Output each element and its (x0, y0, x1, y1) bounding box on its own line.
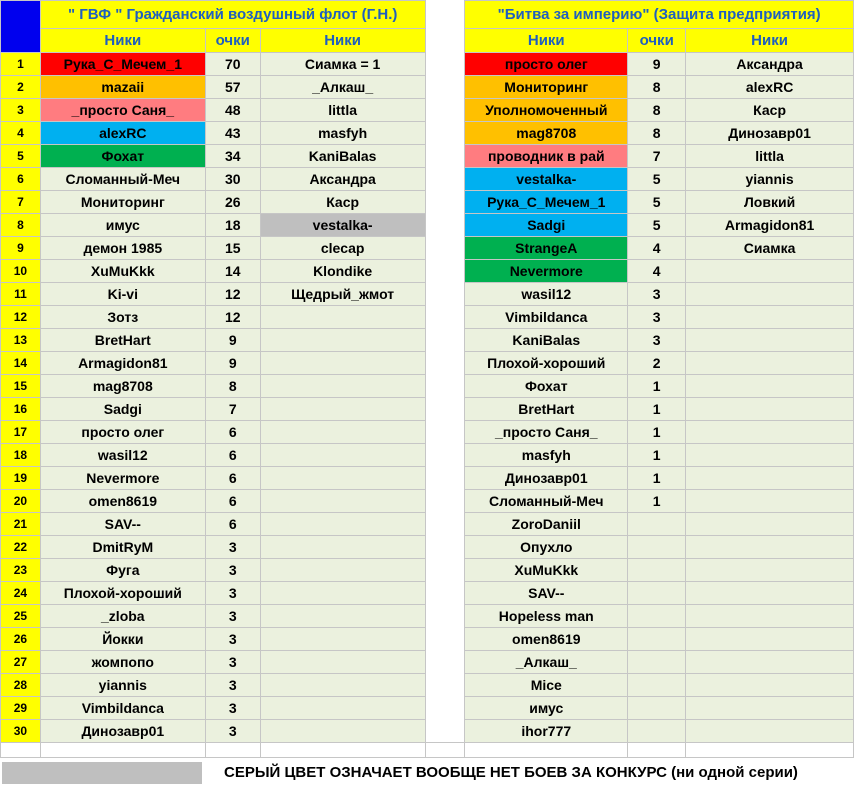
right-nick-cell[interactable]: Vimbildanca (465, 306, 628, 329)
left-points-cell[interactable]: 3 (205, 582, 260, 605)
left-nick-cell[interactable]: Фуга (40, 559, 205, 582)
left-nick2-cell[interactable] (260, 421, 425, 444)
gap-cell (425, 260, 465, 283)
right-nick2-cell[interactable] (686, 651, 854, 674)
left-points-cell[interactable]: 3 (205, 605, 260, 628)
gap-cell (425, 697, 465, 720)
right-nick2-cell[interactable]: Сиамка (686, 237, 854, 260)
right-points-cell[interactable] (628, 605, 686, 628)
table-row (1, 697, 854, 720)
right-nick2-cell[interactable] (686, 375, 854, 398)
table-row (1, 490, 854, 513)
table-row (1, 122, 854, 145)
left-nick-cell[interactable]: wasil12 (40, 444, 205, 467)
right-nick-cell[interactable]: Mice (465, 674, 628, 697)
left-nick2-cell[interactable]: Щедрый_жмот (260, 283, 425, 306)
left-nick-cell[interactable]: SAV-- (40, 513, 205, 536)
right-points-cell[interactable]: 8 (628, 76, 686, 99)
gap-cell (425, 582, 465, 605)
table-row (1, 352, 854, 375)
empty-cell[interactable] (686, 743, 854, 758)
table-row (1, 398, 854, 421)
left-points-cell[interactable]: 3 (205, 697, 260, 720)
left-nick2-cell[interactable] (260, 559, 425, 582)
row-number-cell[interactable]: 22 (1, 536, 41, 559)
gap-cell (425, 651, 465, 674)
left-nick2-cell[interactable] (260, 582, 425, 605)
table-row (1, 720, 854, 743)
left-points-cell[interactable]: 70 (205, 53, 260, 76)
left-points-cell[interactable]: 57 (205, 76, 260, 99)
left-nick-cell[interactable]: демон 1985 (40, 237, 205, 260)
right-points-cell[interactable] (628, 536, 686, 559)
gap-cell (425, 490, 465, 513)
left-nick2-cell[interactable] (260, 352, 425, 375)
gap-cell (425, 237, 465, 260)
left-nick-cell[interactable]: Плохой-хороший (40, 582, 205, 605)
left-nick-cell[interactable]: имус (40, 214, 205, 237)
right-header-nick[interactable]: Ники (465, 29, 628, 53)
left-points-cell[interactable]: 15 (205, 237, 260, 260)
table-row (1, 375, 854, 398)
left-points-cell[interactable]: 43 (205, 122, 260, 145)
gray-legend-swatch (2, 762, 202, 784)
right-nick-cell[interactable]: vestalka- (465, 168, 628, 191)
right-nick2-cell[interactable]: Динозавр01 (686, 122, 854, 145)
left-nick2-cell[interactable]: masfyh (260, 122, 425, 145)
left-nick-cell[interactable]: ХuMuKkk (40, 260, 205, 283)
left-points-cell[interactable]: 26 (205, 191, 260, 214)
table-row (1, 467, 854, 490)
table-row (1, 674, 854, 697)
right-nick-cell[interactable]: Sadgi (465, 214, 628, 237)
gap-cell (425, 122, 465, 145)
right-points-cell[interactable] (628, 651, 686, 674)
right-nick-cell[interactable]: Динозавр01 (465, 467, 628, 490)
right-nick2-cell[interactable] (686, 582, 854, 605)
right-nick-cell[interactable]: wasil12 (465, 283, 628, 306)
row-number-cell[interactable]: 21 (1, 513, 41, 536)
left-nick-cell[interactable]: _zloba (40, 605, 205, 628)
gap-cell (425, 283, 465, 306)
left-nick2-cell[interactable]: Каср (260, 191, 425, 214)
right-nick-cell[interactable]: Мониторинг (465, 76, 628, 99)
right-nick2-cell[interactable] (686, 628, 854, 651)
left-points-cell[interactable]: 12 (205, 283, 260, 306)
gap-cell (425, 99, 465, 122)
left-nick2-cell[interactable] (260, 306, 425, 329)
row-number-cell[interactable]: 9 (1, 237, 41, 260)
blank-row (1, 743, 854, 758)
left-points-cell[interactable]: 9 (205, 329, 260, 352)
left-nick-cell[interactable]: Vimbildanca (40, 697, 205, 720)
table-row (1, 145, 854, 168)
row-number-cell[interactable]: 4 (1, 122, 41, 145)
right-points-cell[interactable] (628, 582, 686, 605)
left-points-cell[interactable]: 6 (205, 467, 260, 490)
empty-cell[interactable] (40, 743, 205, 758)
row-number-cell[interactable]: 12 (1, 306, 41, 329)
left-nick-cell[interactable]: Мониторинг (40, 191, 205, 214)
row-number-cell[interactable]: 17 (1, 421, 41, 444)
right-nick-cell[interactable]: ihor777 (465, 720, 628, 743)
row-number-cell[interactable]: 16 (1, 398, 41, 421)
right-nick2-cell[interactable] (686, 467, 854, 490)
left-points-cell[interactable]: 3 (205, 720, 260, 743)
gap-cell (425, 467, 465, 490)
gap-cell (425, 53, 465, 76)
right-nick-cell[interactable]: Опухло (465, 536, 628, 559)
table-row (1, 76, 854, 99)
row-number-cell[interactable]: 25 (1, 605, 41, 628)
gap-cell (425, 421, 465, 444)
table-row (1, 421, 854, 444)
right-nick-cell[interactable]: _Алкаш_ (465, 651, 628, 674)
right-nick-cell[interactable]: omen8619 (465, 628, 628, 651)
row-number-cell[interactable]: 28 (1, 674, 41, 697)
empty-cell[interactable] (465, 743, 628, 758)
left-nick2-cell[interactable]: _Алкаш_ (260, 76, 425, 99)
right-table-title[interactable]: "Битва за империю" (Защита предприятия) (465, 1, 854, 29)
left-nick2-cell[interactable] (260, 605, 425, 628)
right-points-cell[interactable]: 5 (628, 191, 686, 214)
table-row (1, 444, 854, 467)
left-nick-cell[interactable]: yiannis (40, 674, 205, 697)
left-nick-cell[interactable]: alexRC (40, 122, 205, 145)
left-points-cell[interactable]: 6 (205, 421, 260, 444)
row-number-cell[interactable]: 7 (1, 191, 41, 214)
gap-cell (425, 513, 465, 536)
right-points-cell[interactable] (628, 697, 686, 720)
right-nick2-cell[interactable] (686, 329, 854, 352)
row-number-cell[interactable]: 18 (1, 444, 41, 467)
right-nick2-cell[interactable] (686, 513, 854, 536)
left-points-cell[interactable]: 18 (205, 214, 260, 237)
empty-cell[interactable] (628, 743, 686, 758)
left-points-cell[interactable]: 34 (205, 145, 260, 168)
gap-cell (425, 329, 465, 352)
left-nick2-cell[interactable] (260, 398, 425, 421)
right-nick2-cell[interactable] (686, 421, 854, 444)
left-points-cell[interactable]: 7 (205, 398, 260, 421)
left-points-cell[interactable]: 3 (205, 628, 260, 651)
gap-cell (425, 352, 465, 375)
left-nick-cell[interactable]: DmitRyM (40, 536, 205, 559)
right-nick-cell[interactable]: mag8708 (465, 122, 628, 145)
left-nick-cell[interactable]: _просто Саня_ (40, 99, 205, 122)
table-row (1, 53, 854, 76)
table-row (1, 651, 854, 674)
gap-cell (425, 168, 465, 191)
left-nick2-cell[interactable] (260, 467, 425, 490)
left-points-cell[interactable]: 14 (205, 260, 260, 283)
left-points-cell[interactable]: 6 (205, 513, 260, 536)
right-nick-cell[interactable]: masfyh (465, 444, 628, 467)
right-nick2-cell[interactable] (686, 398, 854, 421)
right-nick2-cell[interactable]: yiannis (686, 168, 854, 191)
gap-cell (425, 1, 465, 29)
right-points-cell[interactable] (628, 513, 686, 536)
table-row (1, 605, 854, 628)
left-nick2-cell[interactable] (260, 628, 425, 651)
row-number-cell[interactable]: 30 (1, 720, 41, 743)
right-nick-cell[interactable]: Уполномоченный (465, 99, 628, 122)
row-number-cell[interactable]: 13 (1, 329, 41, 352)
right-points-cell[interactable]: 8 (628, 122, 686, 145)
left-nick-cell[interactable]: mag8708 (40, 375, 205, 398)
row-number-cell[interactable]: 29 (1, 697, 41, 720)
right-points-cell[interactable]: 5 (628, 168, 686, 191)
row-number-cell[interactable]: 20 (1, 490, 41, 513)
right-nick2-cell[interactable] (686, 260, 854, 283)
row-number-cell[interactable]: 15 (1, 375, 41, 398)
right-nick-cell[interactable]: Сломанный-Меч (465, 490, 628, 513)
left-nick-cell[interactable]: Фохат (40, 145, 205, 168)
left-points-cell[interactable]: 12 (205, 306, 260, 329)
right-nick-cell[interactable]: _просто Саня_ (465, 421, 628, 444)
right-nick2-cell[interactable]: Ловкий (686, 191, 854, 214)
left-points-cell[interactable]: 48 (205, 99, 260, 122)
table-row (1, 283, 854, 306)
left-points-cell[interactable]: 3 (205, 536, 260, 559)
row-number-cell[interactable]: 11 (1, 283, 41, 306)
row-number-cell[interactable]: 26 (1, 628, 41, 651)
right-nick2-cell[interactable]: Armagidon81 (686, 214, 854, 237)
empty-cell[interactable] (1, 743, 41, 758)
table-row (1, 99, 854, 122)
right-points-cell[interactable]: 1 (628, 467, 686, 490)
right-nick2-cell[interactable] (686, 674, 854, 697)
row-number-cell[interactable]: 27 (1, 651, 41, 674)
right-points-cell[interactable]: 7 (628, 145, 686, 168)
right-nick-cell[interactable]: StrangeA (465, 237, 628, 260)
gap-cell (425, 76, 465, 99)
right-nick-cell[interactable]: SAV-- (465, 582, 628, 605)
gap-cell (425, 191, 465, 214)
gap-cell (425, 306, 465, 329)
table-row (1, 260, 854, 283)
left-nick2-cell[interactable] (260, 674, 425, 697)
gap-cell (425, 674, 465, 697)
right-nick2-cell[interactable] (686, 283, 854, 306)
right-points-cell[interactable]: 2 (628, 352, 686, 375)
left-nick-cell[interactable]: Динозавр01 (40, 720, 205, 743)
row-number-cell[interactable]: 19 (1, 467, 41, 490)
left-nick2-cell[interactable] (260, 329, 425, 352)
gap-cell (425, 559, 465, 582)
left-nick-cell[interactable]: Йокки (40, 628, 205, 651)
right-nick-cell[interactable]: проводник в рай (465, 145, 628, 168)
right-points-cell[interactable]: 3 (628, 283, 686, 306)
right-points-cell[interactable] (628, 559, 686, 582)
right-points-cell[interactable]: 1 (628, 398, 686, 421)
right-nick-cell[interactable]: просто олег (465, 53, 628, 76)
left-nick2-cell[interactable] (260, 651, 425, 674)
left-nick2-cell[interactable] (260, 375, 425, 398)
right-nick-cell[interactable]: Плохой-хороший (465, 352, 628, 375)
right-nick2-cell[interactable]: alexRC (686, 76, 854, 99)
left-header-nick2[interactable]: Ники (260, 29, 425, 53)
left-nick-cell[interactable]: жомпопо (40, 651, 205, 674)
left-header-nick[interactable]: Ники (40, 29, 205, 53)
gap-cell (425, 375, 465, 398)
left-nick-cell[interactable]: mazaii (40, 76, 205, 99)
empty-cell[interactable] (260, 743, 425, 758)
right-nick2-cell[interactable] (686, 605, 854, 628)
left-points-cell[interactable]: 6 (205, 444, 260, 467)
table-row (1, 513, 854, 536)
left-nick2-cell[interactable]: littla (260, 99, 425, 122)
right-nick2-cell[interactable] (686, 720, 854, 743)
right-nick2-cell[interactable] (686, 559, 854, 582)
right-nick2-cell[interactable] (686, 490, 854, 513)
right-nick2-cell[interactable] (686, 697, 854, 720)
row-number-cell[interactable]: 10 (1, 260, 41, 283)
right-nick-cell[interactable]: Рука_С_Мечем_1 (465, 191, 628, 214)
left-table-title[interactable]: " ГВФ " Гражданский воздушный флот (Г.Н.) (40, 1, 425, 29)
right-points-cell[interactable]: 1 (628, 375, 686, 398)
right-nick2-cell[interactable]: Каср (686, 99, 854, 122)
right-points-cell[interactable]: 4 (628, 237, 686, 260)
left-nick2-cell[interactable]: KaniBalas (260, 145, 425, 168)
table-row (1, 306, 854, 329)
left-nick2-cell[interactable] (260, 536, 425, 559)
left-points-cell[interactable]: 8 (205, 375, 260, 398)
right-nick-cell[interactable]: BretHart (465, 398, 628, 421)
gap-cell (425, 29, 465, 53)
gap-cell (425, 536, 465, 559)
right-points-cell[interactable]: 3 (628, 306, 686, 329)
gap-cell (425, 720, 465, 743)
row-number-cell[interactable]: 5 (1, 145, 41, 168)
table-row (1, 628, 854, 651)
gap-cell (425, 605, 465, 628)
right-nick-cell[interactable]: Фохат (465, 375, 628, 398)
left-nick2-cell[interactable]: Klondike (260, 260, 425, 283)
row-number-cell[interactable]: 6 (1, 168, 41, 191)
right-points-cell[interactable]: 1 (628, 421, 686, 444)
right-nick2-cell[interactable] (686, 352, 854, 375)
left-nick2-cell[interactable] (260, 697, 425, 720)
table-row (1, 536, 854, 559)
left-nick-cell[interactable]: просто олег (40, 421, 205, 444)
right-nick-cell[interactable]: Nevermore (465, 260, 628, 283)
row-number-cell[interactable]: 8 (1, 214, 41, 237)
table-row (1, 191, 854, 214)
table-row (1, 168, 854, 191)
left-nick-cell[interactable]: BretHart (40, 329, 205, 352)
row-number-cell[interactable]: 2 (1, 76, 41, 99)
right-points-cell[interactable] (628, 720, 686, 743)
row-number-cell[interactable]: 3 (1, 99, 41, 122)
gap-cell (425, 628, 465, 651)
row-number-cell[interactable]: 23 (1, 559, 41, 582)
left-points-cell[interactable]: 3 (205, 674, 260, 697)
right-points-cell[interactable]: 1 (628, 490, 686, 513)
right-header-nick2[interactable]: Ники (686, 29, 854, 53)
right-points-cell[interactable]: 4 (628, 260, 686, 283)
gap-cell (425, 214, 465, 237)
table-row (1, 329, 854, 352)
left-points-cell[interactable]: 9 (205, 352, 260, 375)
right-nick2-cell[interactable] (686, 444, 854, 467)
right-header-points[interactable]: очки (628, 29, 686, 53)
right-points-cell[interactable]: 8 (628, 99, 686, 122)
left-nick-cell[interactable]: Sadgi (40, 398, 205, 421)
left-nick-cell[interactable]: Рука_С_Мечем_1 (40, 53, 205, 76)
left-nick2-cell[interactable]: clecap (260, 237, 425, 260)
right-nick2-cell[interactable]: littla (686, 145, 854, 168)
gap-cell (425, 145, 465, 168)
left-nick-cell[interactable]: Armagidon81 (40, 352, 205, 375)
gap-cell (425, 398, 465, 421)
right-points-cell[interactable]: 9 (628, 53, 686, 76)
right-points-cell[interactable]: 3 (628, 329, 686, 352)
left-nick-cell[interactable]: omen8619 (40, 490, 205, 513)
left-nick-cell[interactable]: Сломанный-Меч (40, 168, 205, 191)
left-points-cell[interactable]: 3 (205, 651, 260, 674)
table-row (1, 214, 854, 237)
table-row (1, 237, 854, 260)
sheet-corner-cell[interactable] (1, 1, 41, 53)
row-number-cell[interactable]: 14 (1, 352, 41, 375)
left-nick2-cell[interactable]: vestalka- (260, 214, 425, 237)
left-nick2-cell[interactable] (260, 490, 425, 513)
left-nick2-cell[interactable]: Аксандра (260, 168, 425, 191)
left-points-cell[interactable]: 3 (205, 559, 260, 582)
right-nick-cell[interactable]: ZoroDaniil (465, 513, 628, 536)
left-nick-cell[interactable]: Зотз (40, 306, 205, 329)
left-points-cell[interactable]: 30 (205, 168, 260, 191)
empty-cell[interactable] (425, 743, 465, 758)
left-nick2-cell[interactable]: Сиамка = 1 (260, 53, 425, 76)
right-nick-cell[interactable]: ХuMuKkk (465, 559, 628, 582)
left-points-cell[interactable]: 6 (205, 490, 260, 513)
left-nick2-cell[interactable] (260, 720, 425, 743)
left-nick2-cell[interactable] (260, 513, 425, 536)
right-nick2-cell[interactable]: Аксандра (686, 53, 854, 76)
left-header-points[interactable]: очки (205, 29, 260, 53)
left-nick2-cell[interactable] (260, 444, 425, 467)
right-points-cell[interactable] (628, 628, 686, 651)
right-nick-cell[interactable]: Hopeless man (465, 605, 628, 628)
table-row (1, 582, 854, 605)
right-points-cell[interactable]: 1 (628, 444, 686, 467)
row-number-cell[interactable]: 1 (1, 53, 41, 76)
left-nick-cell[interactable]: Nevermore (40, 467, 205, 490)
gap-cell (425, 444, 465, 467)
right-nick-cell[interactable]: KaniBalas (465, 329, 628, 352)
right-points-cell[interactable] (628, 674, 686, 697)
right-points-cell[interactable]: 5 (628, 214, 686, 237)
right-nick2-cell[interactable] (686, 306, 854, 329)
row-number-cell[interactable]: 24 (1, 582, 41, 605)
empty-cell[interactable] (205, 743, 260, 758)
left-nick-cell[interactable]: Ki-vi (40, 283, 205, 306)
right-nick-cell[interactable]: имус (465, 697, 628, 720)
footer-legend-note: СЕРЫЙ ЦВЕТ ОЗНАЧАЕТ ВООБЩЕ НЕТ БОЕВ ЗА КОНКУРС (ни одной серии) (224, 764, 798, 781)
right-nick2-cell[interactable] (686, 536, 854, 559)
table-row (1, 559, 854, 582)
